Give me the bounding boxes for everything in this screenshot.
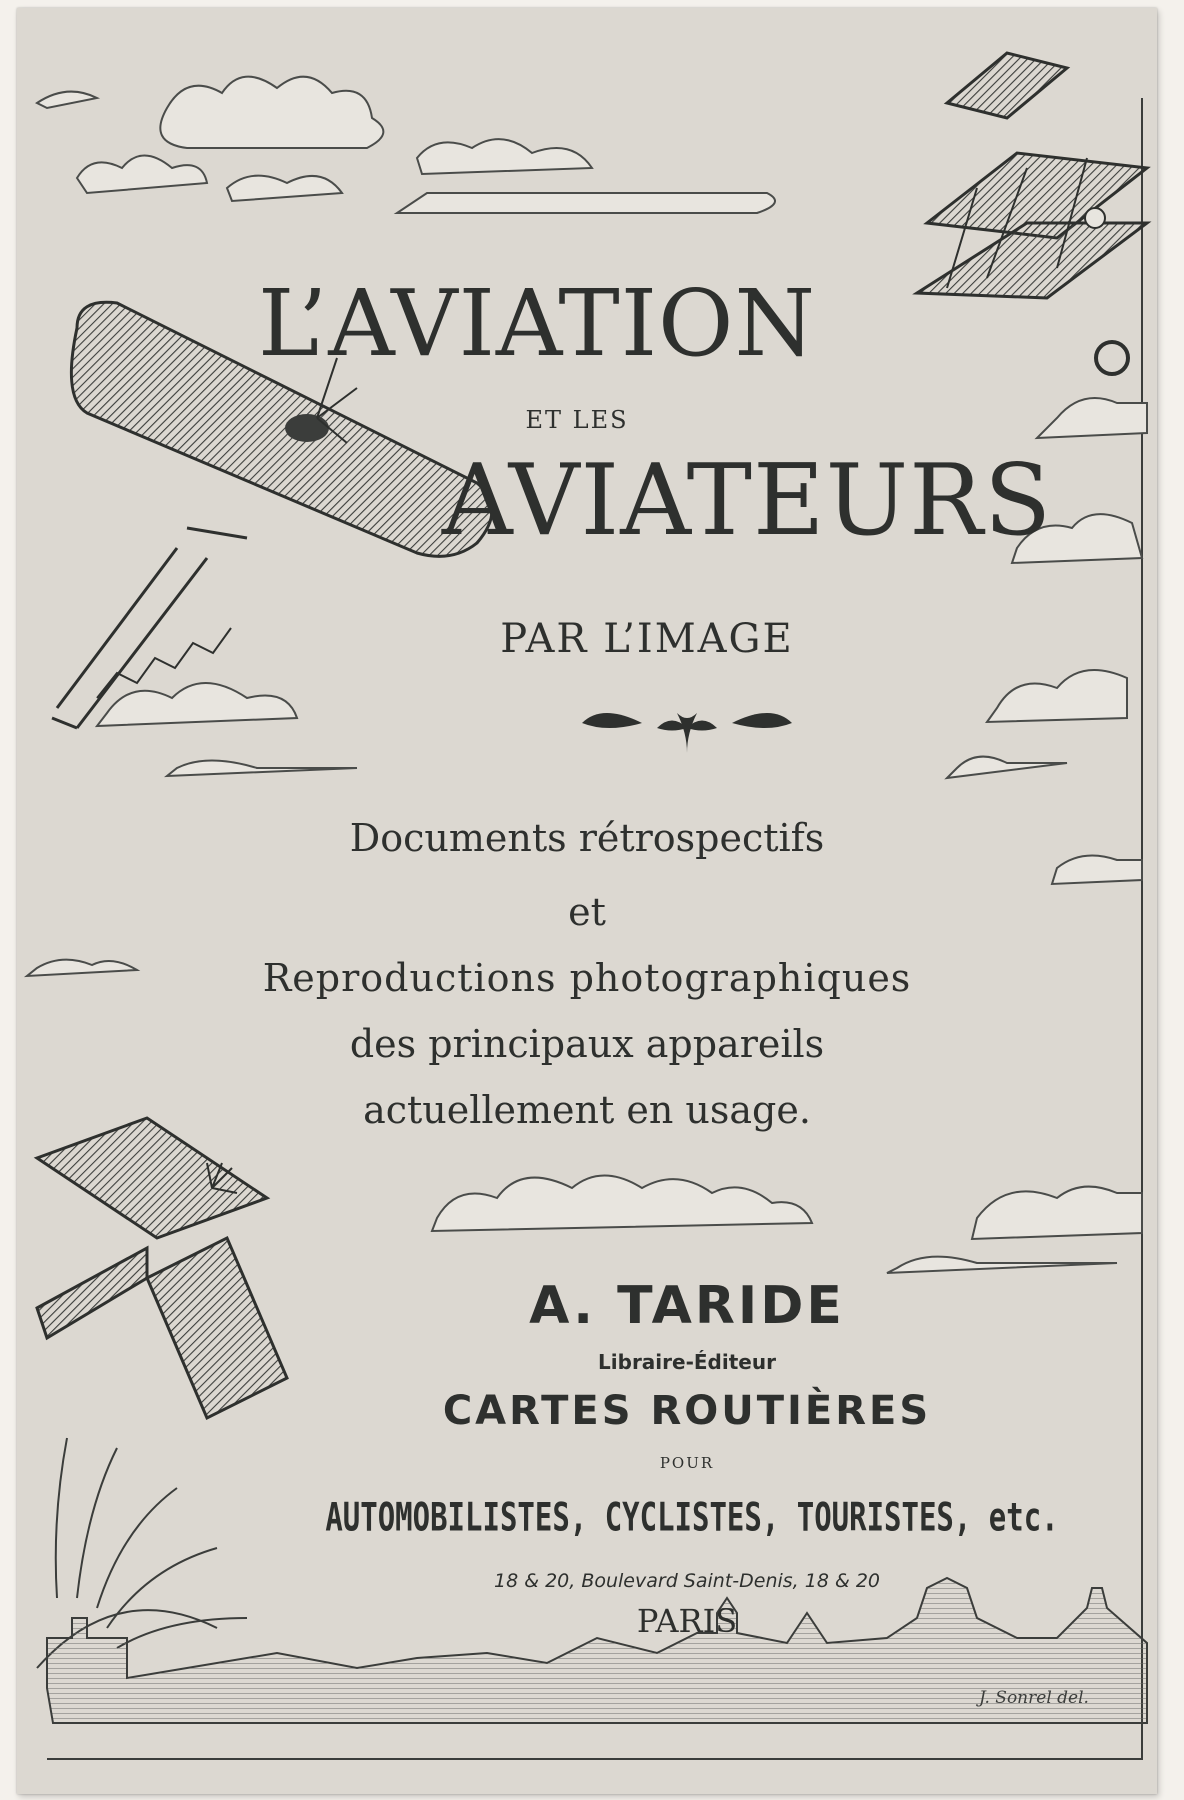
title-line-1: L’AVIATION: [258, 270, 816, 377]
description-line: Reproductions photographiques: [262, 956, 912, 1000]
cloud-top-right: [37, 92, 775, 213]
description-line: actuellement en usage.: [363, 1088, 811, 1132]
product-title: CARTES ROUTIÈRES: [442, 1388, 932, 1434]
publisher-name: A. TARIDE: [529, 1276, 845, 1336]
publisher-role: Libraire-Éditeur: [598, 1350, 776, 1374]
subtitle: PAR L’IMAGE: [500, 616, 794, 662]
description-line: et: [568, 890, 606, 934]
product-for: POUR: [659, 1454, 715, 1472]
booklet-cover: [17, 8, 1157, 1794]
publisher-city: PARIS: [636, 1602, 738, 1640]
biplane-illustration: [917, 53, 1147, 374]
cloud-right-bottom: [887, 1187, 1142, 1273]
description-line: des principaux appareils: [349, 1022, 825, 1066]
cloud-top-left: [77, 77, 383, 201]
audience-line: AUTOMOBILISTES, CYCLISTES, TOURISTES, etc.: [325, 1494, 1059, 1540]
artist-signature: J. Sonrel del.: [979, 1688, 1089, 1708]
title-conjunction: ET LES: [525, 406, 629, 434]
cloud-center-bottom: [432, 1176, 812, 1232]
publisher-address: 18 & 20, Boulevard Saint-Denis, 18 & 20: [494, 1570, 880, 1592]
title-line-2: AVIATEURS: [441, 444, 1053, 558]
ornament-flourish: [582, 713, 792, 753]
description-line: Documents rétrospectifs: [349, 816, 825, 860]
